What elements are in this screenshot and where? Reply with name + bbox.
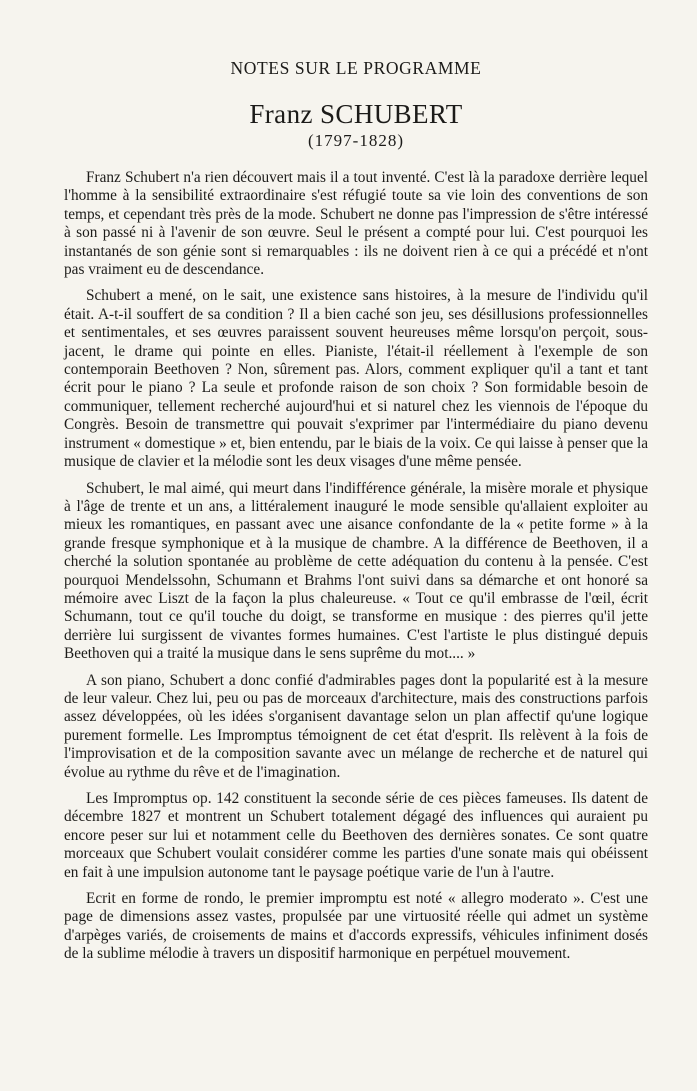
paragraph: Les Impromptus op. 142 constituent la seconde série de ces pièces fameuses. Ils datent de décembre 1827 et montrent un Schubert totalement dégagé des influences qui auraient pu encore peser sur lui et notamment celle du Beethoven des dernières sonates. Ce sont quatre morceaux que Schubert voulait considérer comme les parties d'une sonate mais qui obéissent en fait à une impulsion autonome tant le paysage poétique varie de l'un à l'autre. [64,790,648,881]
paragraph: A son piano, Schubert a donc confié d'admirables pages dont la popularité est à la mesure de leur valeur. Chez lui, peu ou pas de morceaux d'architecture, mais des constructions parfois assez développées, où les idées s'organisent davantage selon un plan affectif qu'une logique purement formelle. Les Impromptus témoignent de cet état d'esprit. Ils relèvent à la fois de l'improvisation et de la composition savante avec un mélange de recherche et de naturel qui évolue au rythme du rêve et de l'imagination. [64,671,648,781]
composer-title: Franz SCHUBERT [249,99,463,129]
paragraph: Schubert a mené, on le sait, une existence sans histoires, à la mesure de l'individu qu'il était. A-t-il souffert de sa condition ? Il a bien caché son jeu, ses désillusions professionnelles et sentimentales, et ses œuvres paraissent souvent heureuses même lorsqu'on perçoit, sous-jacent, le drame qui pointe en elles. Pianiste, l'était-il réellement à l'exemple de son contemporain Beethoven ? Non, sûrement pas. Alors, comment expliquer qu'il a tant et tant écrit pour le piano ? La seule et profonde raison de son choix ? Son formidable besoin de communiquer, tellement recherché aujourd'hui et si naturel chez les viennois de l'époque du Congrès. Besoin de transmettre qui pouvait s'exprimer par l'intermédiaire du piano devenu instrument « domestique » et, bien entendu, par le biais de la voix. Ce qui laisse à penser que la musique de clavier et la mélodie sont les deux visages d'une même pensée. [64,287,648,471]
paragraph: Franz Schubert n'a rien découvert mais il a tout inventé. C'est là la paradoxe derrière lequel l'homme à la sensibilité extraordinaire s'est réfugié toute sa vie loin des conventions de son temps, et cependant très près de la mode. Schubert ne donne pas l'impression de s'être intéressé à son passé ni à l'avenir de son œuvre. Seul le présent a compté pour lui. C'est pourquoi les instantanés de son génie sont si remarquables : ils ne doivent rien à ce qui a précédé et n'ont pas vraiment eu de descendance. [64,169,648,279]
paragraph: Ecrit en forme de rondo, le premier impromptu est noté « allegro moderato ». C'est une page de dimensions assez vastes, propulsée par une virtuosité réelle qui admet un système d'arpèges variés, de croisements de mains et d'accords expressifs, véhicules infiniment dosés de la sublime mélodie à travers un dispositif harmonique en perpétuel mouvement. [64,890,648,963]
section-header: NOTES SUR LE PROGRAMME [230,58,482,78]
composer-dates: (1797-1828) [308,131,404,150]
body-text [64,169,648,964]
paragraph: Schubert, le mal aimé, qui meurt dans l'indifférence générale, la misère morale et physique à l'âge de trente et un ans, a littéralement inauguré le mode sensible qu'allaient exploiter au mieux les romantiques, en passant avec une aisance confondante de la « petite forme » à la grande fresque symphonique et à la musique de chambre. A la différence de Beethoven, il a cherché la solution spontanée au problème de cette adéquation du contenu à la pensée. C'est pourquoi Mendelssohn, Schumann et Brahms l'ont suivi dans sa démarche et ont honoré sa mémoire avec Liszt de la façon la plus chaleureuse. « Tout ce qu'il embrasse de l'œil, écrit Schumann, tout ce qu'il touche du doigt, se transforme en musique : des pierres qu'il jette derrière lui surgissent de vivantes formes humaines. C'est l'artiste le plus distingué depuis Beethoven qui a traité la musique dans le sens suprême du mot.... » [64,479,648,663]
document-page [64,58,648,972]
